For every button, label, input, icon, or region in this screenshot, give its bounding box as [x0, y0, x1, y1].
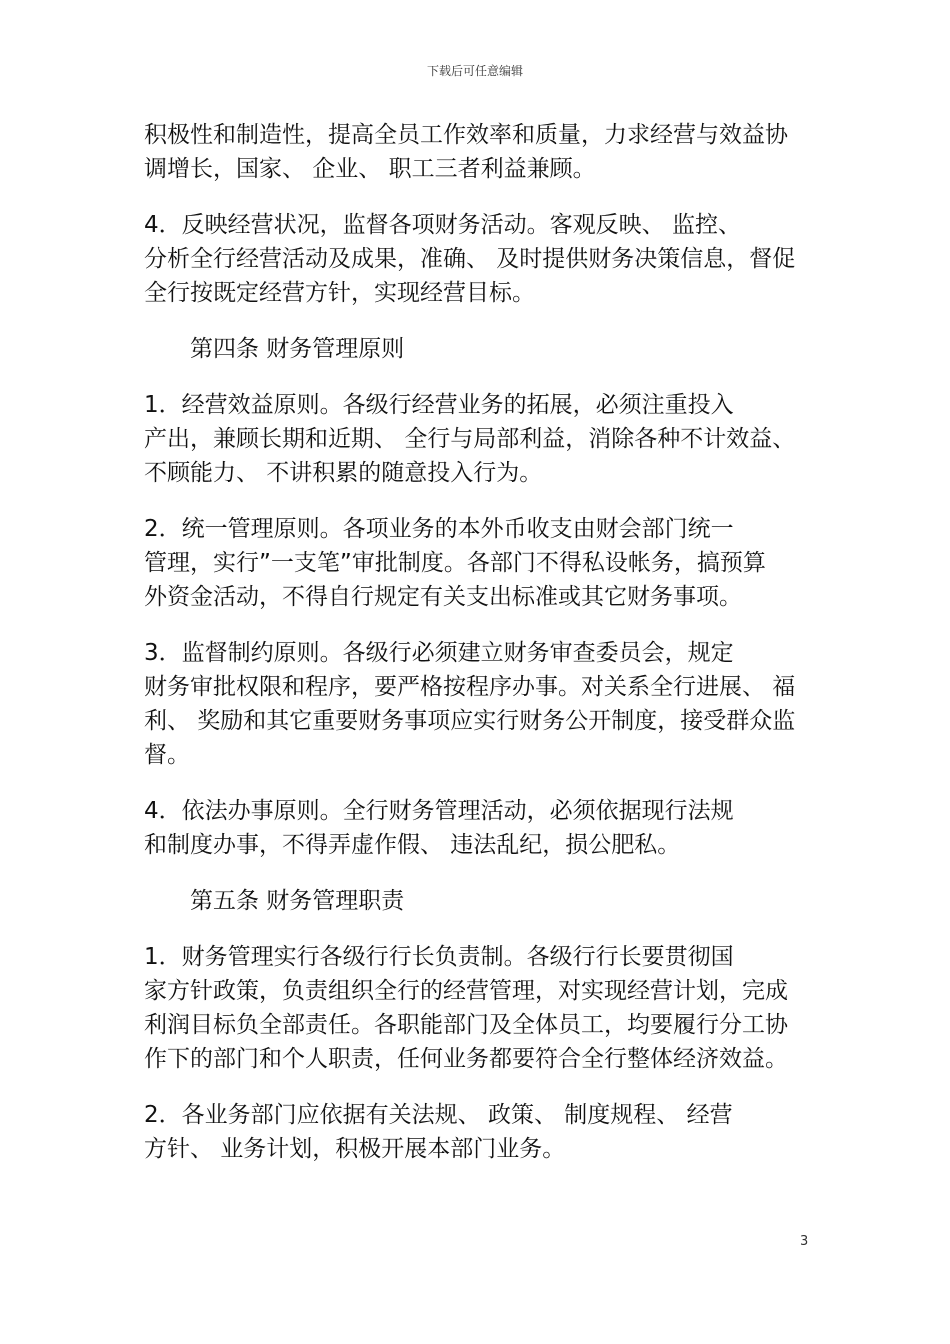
- paragraph-duty-2: 2．各业务部门应依据有关法规、 政策、 制度规程、 经营 方针、 业务计划，积极开展本部门业务。: [144, 1102, 733, 1162]
- page-number: 3: [800, 1234, 809, 1249]
- paragraph-principle-2: 2．统一管理原则。各项业务的本外币收支由财会部门统一 管理，实行”一支笔”审批制度。各部门不得私设帐务，搞预算 外资金活动，不得自行规定有关支出标准或其它财务事项。: [144, 516, 766, 610]
- page-header: 下载后可任意编辑: [426, 64, 523, 78]
- paragraph-principle-4: 4．依法办事原则。全行财务管理活动，必须依据现行法规 和制度办事，不得弄虚作假、 违法乱纪，损公肥私。: [144, 798, 734, 858]
- paragraph-item-4-report: 4．反映经营状况，监督各项财务活动。客观反映、 监控、 分析全行经营活动及成果，准确、 及时提供财务决策信息，督促 全行按既定经营方针，实现经营目标。: [144, 212, 796, 306]
- paragraph-duty-1: 1．财务管理实行各级行行长负责制。各级行行长要贯彻国 家方针政策，负责组织全行的经营管理，对实现经营计划，完成 利润目标负全部责任。各职能部门及全体员工，均要履行分工协 作下的部门和个人职责，任何业务都要符合全行整体经济效益。: [144, 944, 788, 1072]
- paragraph-continuation: 积极性和制造性，提高全员工作效率和质量，力求经营与效益协 调增长，国家、 企业、 职工三者利益兼顾。: [144, 122, 788, 182]
- paragraph-principle-3: 3．监督制约原则。各级行必须建立财务审查委员会，规定 财务审批权限和程序，要严格按程序办事。对关系全行进展、 福 利、 奖励和其它重要财务事项应实行财务公开制度，接受群众监 督。: [144, 640, 796, 768]
- document-body: [144, 118, 808, 1188]
- paragraph-principle-1: 1．经营效益原则。各级行经营业务的拓展，必须注重投入 产出，兼顾长期和近期、 全行与局部利益，消除各种不计效益、 不顾能力、 不讲积累的随意投入行为。: [144, 392, 796, 486]
- section-heading-article-4: 第四条 财务管理原则: [190, 336, 405, 362]
- section-heading-article-5: 第五条 财务管理职责: [190, 888, 405, 914]
